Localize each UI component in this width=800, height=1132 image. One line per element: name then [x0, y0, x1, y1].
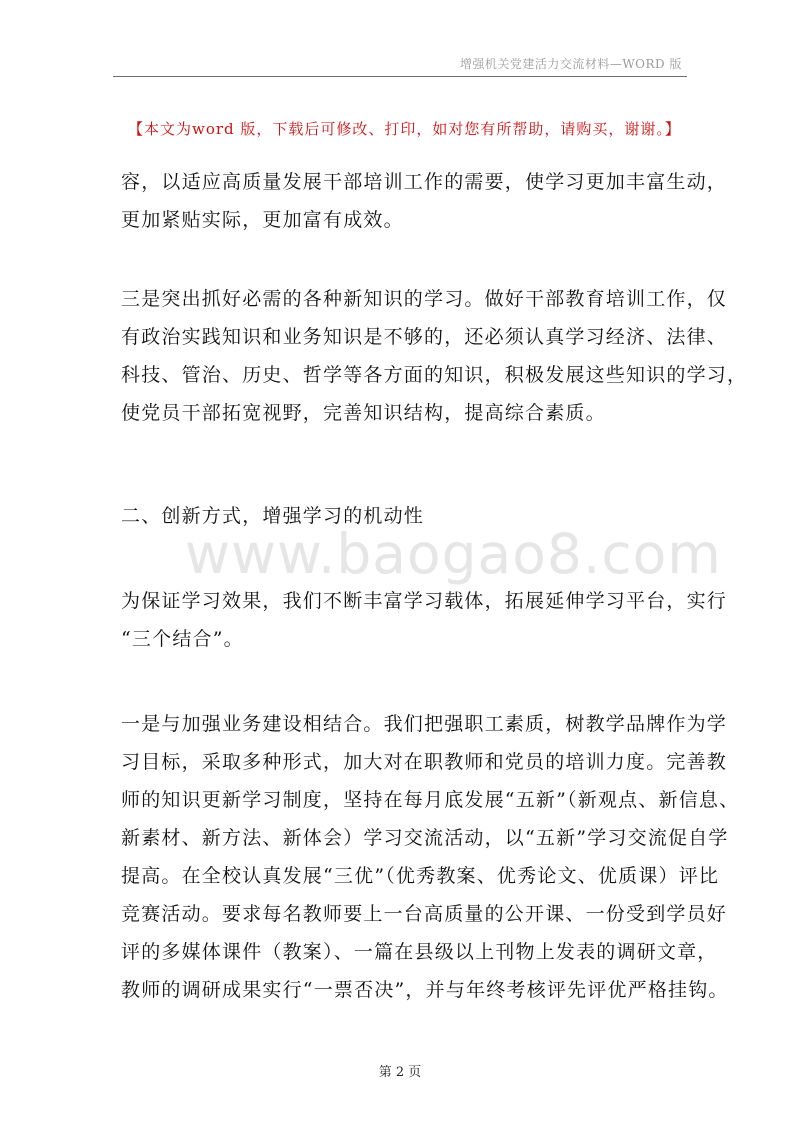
watermark-text: www.baogao8.com: [185, 522, 722, 586]
text-line: 更加紧贴实际，更加富有成效。: [121, 209, 404, 231]
paragraph-3: [121, 582, 728, 658]
text-line: 新素材、新方法、新体会）学习交流活动，以“五新”学习交流促自学: [121, 827, 729, 849]
text-line: 评的多媒体课件（教案）、一篇在县级以上刊物上发表的调研文章，: [121, 941, 718, 963]
document-header-title: 增强机关党建活力交流材料—WORD 版: [459, 57, 682, 71]
heading-line: 二、创新方式，增强学习的机动性: [121, 505, 425, 527]
text-line: 一是与加强业务建设相结合。我们把强职工素质，树教学品牌作为学: [121, 713, 728, 735]
header-divider: [113, 76, 687, 77]
text-line: 使党员干部拓宽视野，完善知识结构，提高综合素质。: [121, 402, 606, 424]
text-line: 容，以适应高质量发展干部培训工作的需要，使学习更加丰富生动，: [121, 171, 728, 193]
text-line: 教师的调研成果实行“一票否决”，并与年终考核评先评优严格挂钩。: [121, 979, 729, 1001]
paragraph-1: [121, 163, 728, 239]
section-heading: [121, 497, 691, 535]
text-line: 提高。在全校认真发展“三优”（优秀教案、优秀论文、优质课）评比: [121, 865, 720, 887]
text-line: 有政治实践知识和业务知识是不够的，还必须认真学习经济、法律、: [121, 326, 728, 348]
text-line: 竞赛活动。要求每名教师要上一台高质量的公开课、一份受到学员好: [121, 903, 728, 925]
text-line: 师的知识更新学习制度，坚持在每月底发展“五新”（新观点、新信息、: [121, 789, 740, 811]
download-notice: 【本文为word 版，下载后可修改、打印，如对您有所帮助，请购买，谢谢。】: [128, 120, 681, 138]
paragraph-2: [121, 280, 748, 432]
page-number: 第 2 页: [378, 1065, 422, 1080]
paragraph-4: [121, 705, 740, 1009]
text-line: 科技、管治、历史、哲学等各方面的知识，积极发展这些知识的学习，: [121, 364, 748, 386]
text-line: 三是突出抓好必需的各种新知识的学习。做好干部教育培训工作，仅: [121, 288, 728, 310]
text-line: 为保证学习效果，我们不断丰富学习载体，拓展延伸学习平台，实行: [121, 590, 728, 612]
text-line: “三个结合”。: [121, 628, 244, 650]
text-line: 习目标，采取多种形式，加大对在职教师和党员的培训力度。完善教: [121, 751, 728, 773]
